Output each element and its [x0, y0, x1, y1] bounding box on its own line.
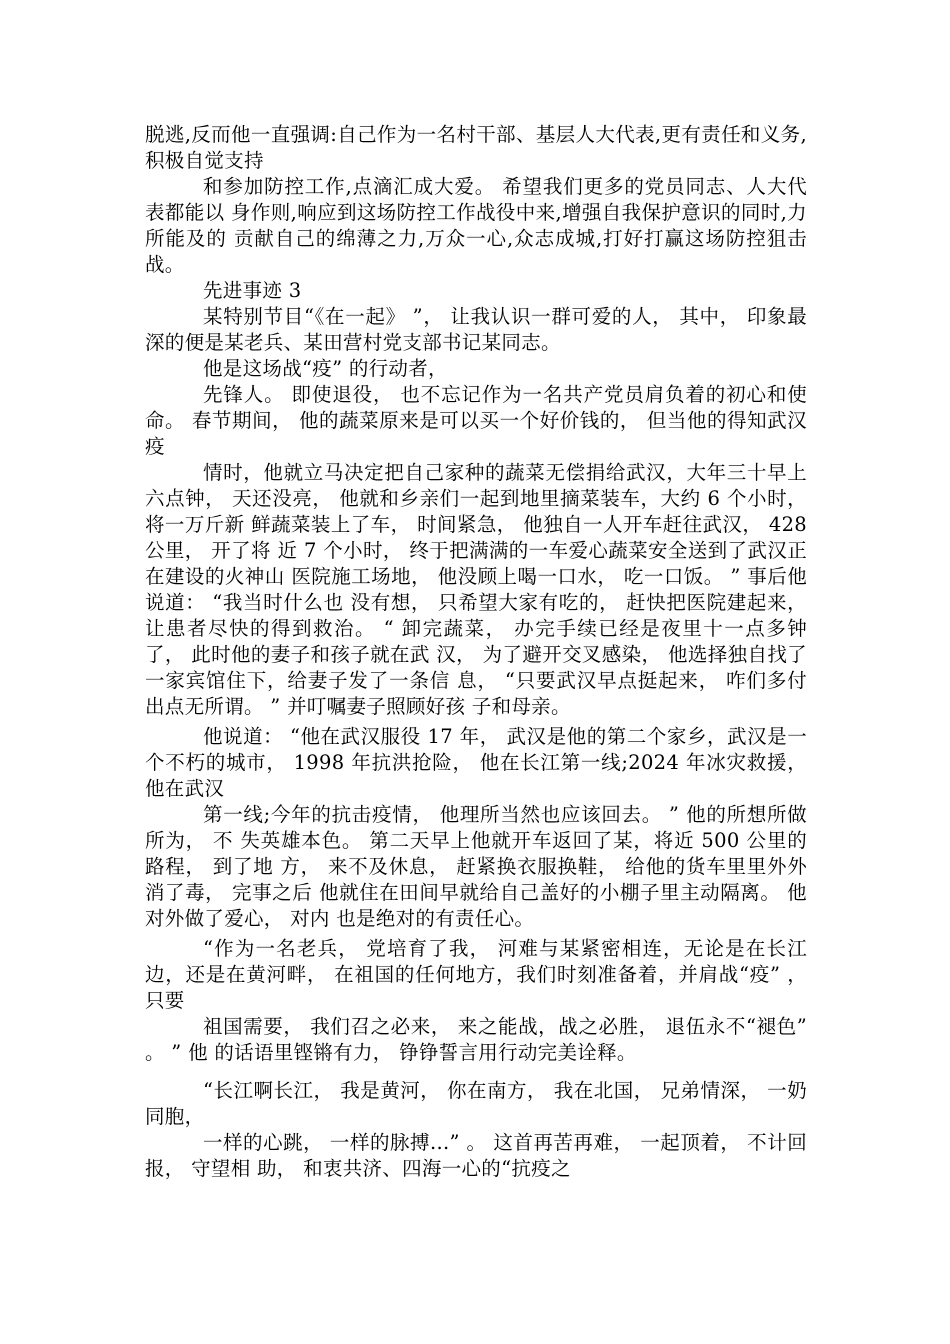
- paragraph: 先锋人。 即使退役， 也不忘记作为一名共产党员肩负着的初心和使命。 春节期间， 他的蔬菜原来是可以买一个好价钱的， 但当他的得知武汉疫: [145, 383, 807, 458]
- paragraph: 他是这场战“疫” 的行动者，: [203, 357, 448, 380]
- paragraph: “长江啊长江， 我是黄河， 你在南方， 我在北国， 兄弟情深， 一奶同胞，: [145, 1079, 807, 1128]
- document-body: [145, 122, 807, 1182]
- paragraph: 某特别节目“《在一起》 ”， 让我认识一群可爱的人， 其中， 印象最深的便是某老兵、某田营村党支部书记某同志。: [145, 305, 807, 354]
- paragraph: “作为一名老兵， 党培育了我， 河难与某紧密相连，无论是在长江边，还是在黄河畔， 在祖国的任何地方，我们时刻准备着，并肩战“疫” ， 只要: [145, 937, 807, 1012]
- paragraph: 脱逃,反而他一直强调:自己作为一名村干部、基层人大代表,更有责任和义务,积极自觉支持: [145, 123, 807, 172]
- paragraph: 他说道： “他在武汉服役 17 年， 武汉是他的第二个家乡，武汉是一个不朽的城市， 1998 年抗洪抢险， 他在长江第一线;2024 年冰灾救援， 他在武汉: [145, 725, 807, 800]
- paragraph: 一样的心跳， 一样的脉搏...” 。 这首再苦再难， 一起顶着， 不计回报， 守望相 助， 和衷共济、四海一心的“抗疫之: [145, 1131, 807, 1180]
- section-heading: 先进事迹 3: [203, 279, 302, 302]
- paragraph: 第一线;今年的抗击疫情， 他理所当然也应该回去。 ” 他的所想所做所为， 不 失英雄本色。 第二天早上他就开车返回了某，将近 500 公里的路程， 到了地 方， 来不及休息， 赶紧换衣服换鞋， 给他的货车里里外外消了毒， 完事之后 他就住在田间早就给自己盖好的小棚子里主动隔离。 他对外做了爱心， 对内 也是绝对的有责任心。: [145, 803, 807, 930]
- paragraph: 和参加防控工作,点滴汇成大爱。 希望我们更多的党员同志、人大代表都能以 身作则,响应到这场防控工作战役中来,增强自我保护意识的同时,力所能及的 贡献自己的绵薄之力,万众一心,众志成城,打好打赢这场防控狙击战。: [145, 175, 807, 276]
- paragraph: 情时，他就立马决定把自己家种的蔬菜无偿捐给武汉，大年三十早上六点钟， 天还没亮， 他就和乡亲们一起到地里摘菜装车，大约 6 个小时， 将一万斤新 鲜蔬菜装上了车， 时间紧急， 他独自一人开车赶往武汉， 428 公里， 开了将 近 7 个小时， 终于把满满的一车爱心蔬菜安全送到了武汉正在建设的火神山 医院施工场地， 他没顾上喝一口水， 吃一口饭。 ” 事后他说道： “我当时什么也 没有想， 只希望大家有吃的， 赶快把医院建起来， 让患者尽快的得到救治。 “ 卸完蔬菜， 办完手续已经是夜里十一点多钟了， 此时他的妻子和孩子就在武 汉， 为了避开交叉感染， 他选择独自找了一家宾馆住下，给妻子发了一条信 息， “只要武汉早点挺起来， 咋们多付出点无所谓。 ” 并叮嘱妻子照顾好孩 子和母亲。: [145, 461, 807, 718]
- paragraph: 祖国需要， 我们召之必来， 来之能战，战之必胜， 退伍永不“褪色” 。 ” 他 的话语里铿锵有力， 铮铮誓言用行动完美诠释。: [145, 1015, 807, 1064]
